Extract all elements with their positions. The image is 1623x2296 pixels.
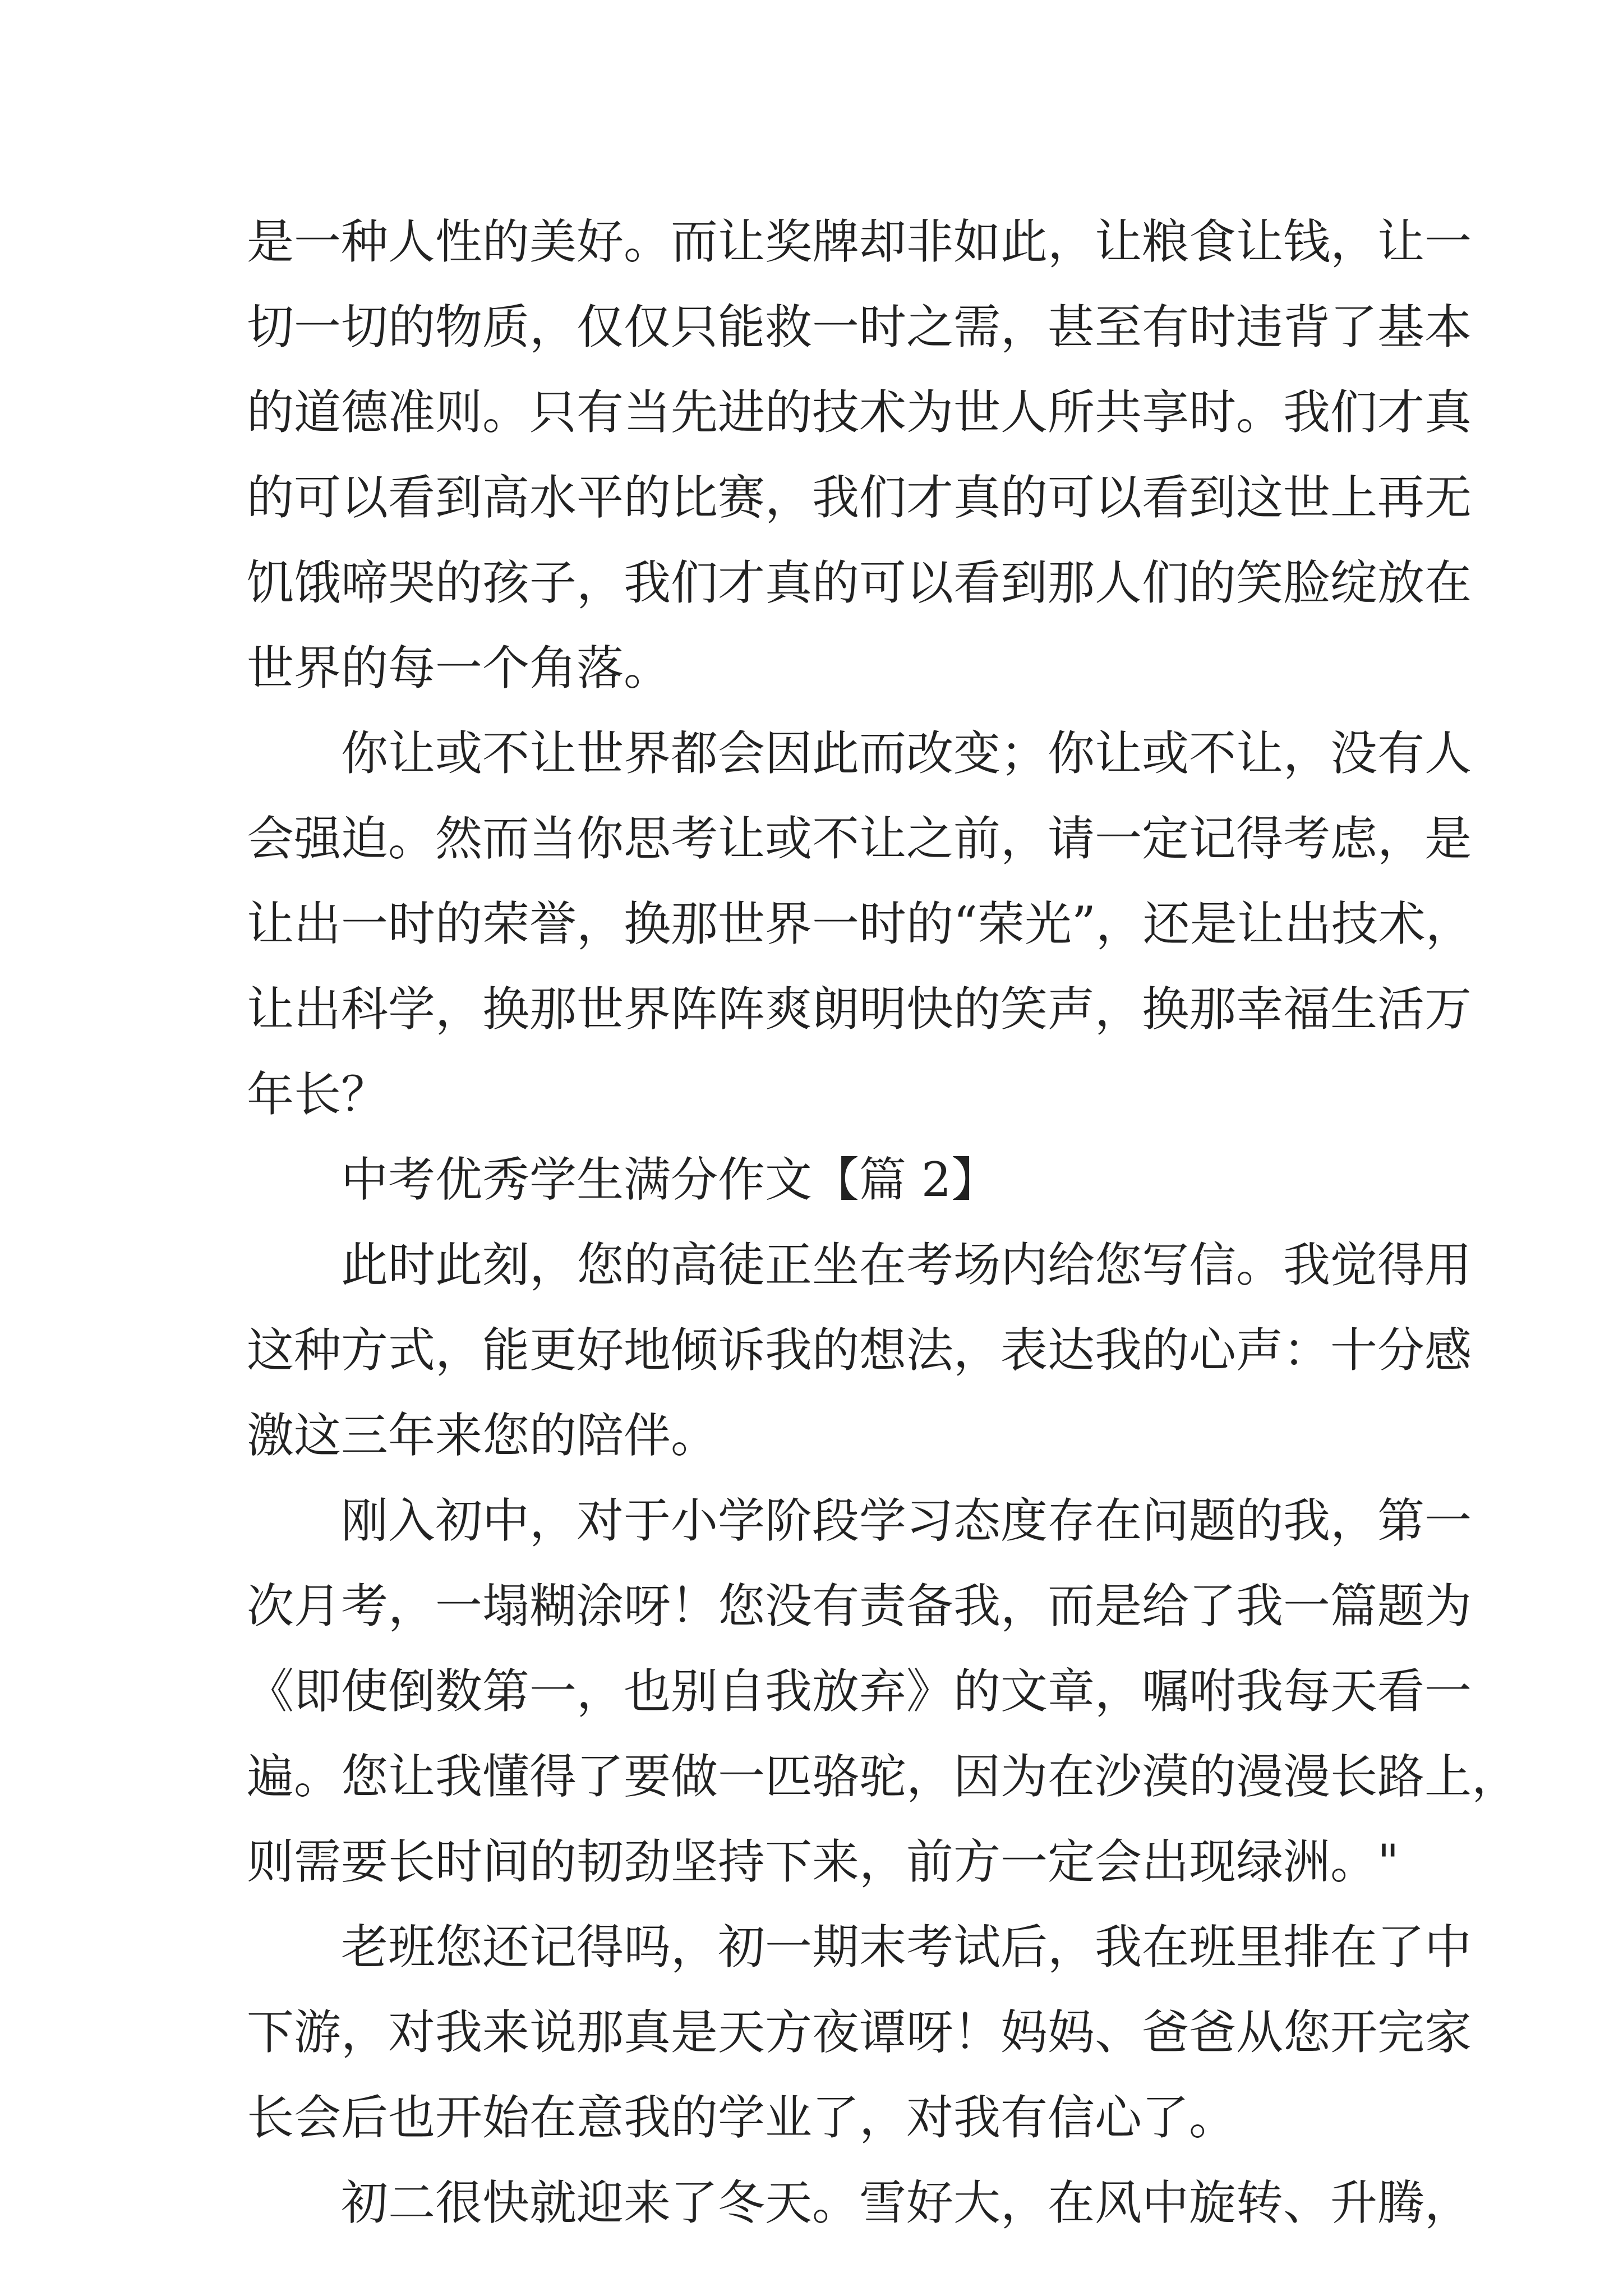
- text-line: 你让或不让世界都会因此而改变；你让或不让，没有人: [341, 726, 1472, 781]
- text-line: 老班您还记得吗，初一期末考试后，我在班里排在了中: [341, 1920, 1472, 1975]
- text-line: 世界的每一个角落。: [247, 641, 671, 696]
- text-line: 长会后也开始在意我的学业了，对我有信心了。: [247, 2090, 1237, 2145]
- text-line: 则需要长时间的韧劲坚持下来，前方一定会出现绿洲。": [247, 1834, 1399, 1889]
- document-body: [247, 199, 1519, 2246]
- text-line: 切一切的物质，仅仅只能救一时之需，甚至有时违背了基本: [247, 300, 1472, 355]
- text-line: 让出一时的荣誉，换那世界一时的“荣光”，还是让出技术，: [247, 896, 1473, 951]
- text-line: 是一种人性的美好。而让奖牌却非如此，让粮食让钱，让一: [247, 214, 1472, 269]
- text-line: 让出科学，换那世界阵阵爽朗明快的笑声，换那幸福生活万: [247, 982, 1472, 1037]
- text-line: 此时此刻，您的高徒正坐在考场内给您写信。我觉得用: [341, 1237, 1472, 1292]
- text-line: 这种方式，能更好地倾诉我的想法，表达我的心声：十分感: [247, 1323, 1472, 1378]
- text-line: 下游，对我来说那真是天方夜谭呀！妈妈、爸爸从您开完家: [247, 2005, 1472, 2060]
- text-line: 刚入初中，对于小学阶段学习态度存在问题的我，第一: [341, 1493, 1472, 1548]
- text-line: 饥饿啼哭的孩子，我们才真的可以看到那人们的笑脸绽放在: [247, 555, 1472, 610]
- text-line: 的可以看到高水平的比赛，我们才真的可以看到这世上再无: [247, 470, 1472, 525]
- text-line: 遍。您让我懂得了要做一匹骆驼，因为在沙漠的漫漫长路上，: [247, 1749, 1519, 1804]
- text-line: 的道德准则。只有当先进的技术为世人所共享时。我们才真: [247, 385, 1472, 440]
- section-heading: 中考优秀学生满分作文【篇 2】: [341, 1152, 999, 1207]
- text-line: 《即使倒数第一，也别自我放弃》的文章，嘱咐我每天看一: [247, 1664, 1472, 1719]
- text-line: 次月考，一塌糊涂呀！您没有责备我，而是给了我一篇题为: [247, 1579, 1472, 1634]
- text-line: 会强迫。然而当你思考让或不让之前，请一定记得考虑，是: [247, 811, 1472, 866]
- text-line: 初二很快就迎来了冬天。雪好大，在风中旋转、升腾，: [341, 2175, 1472, 2230]
- text-line: 激这三年来您的陪伴。: [247, 1408, 718, 1463]
- text-line: 年长？: [247, 1067, 389, 1122]
